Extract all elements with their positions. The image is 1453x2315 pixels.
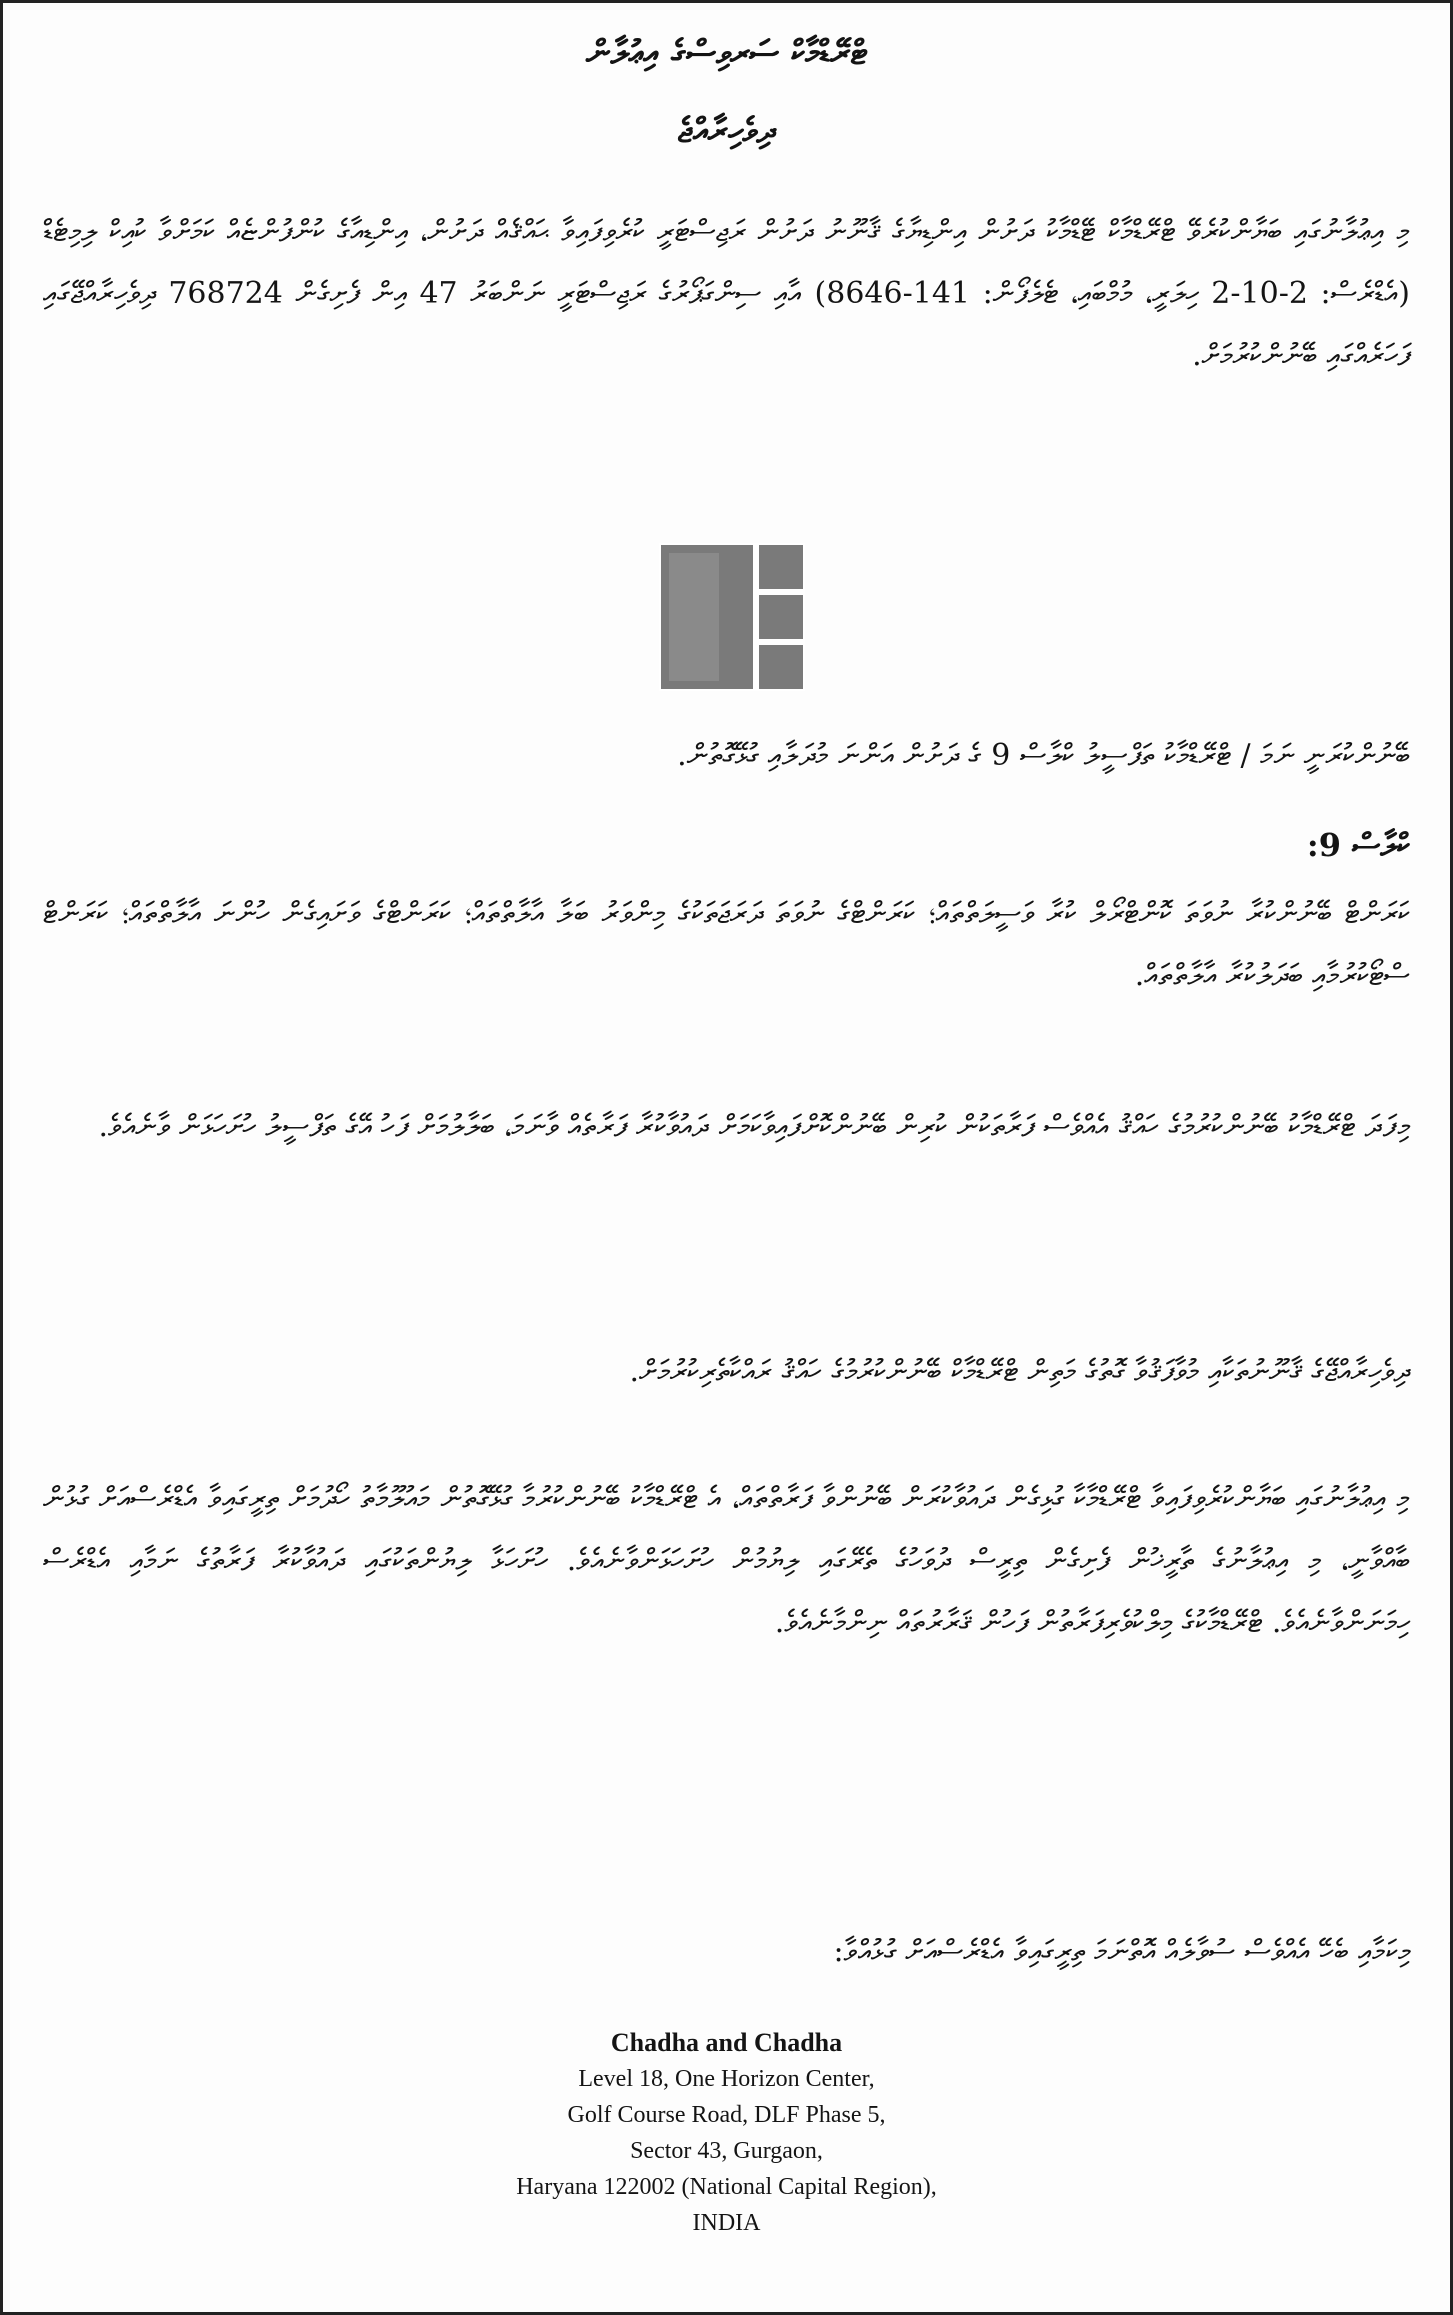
class-caption: ބޭނުންކުރަނީ ނަމަ / ޓްރޭޑްމާކު ތަފްސީލު ކްލާސް 9 ގެ ދަށުން އަންނަ މުދަލާއި ގުޅޭގޮތުން. [677, 738, 1410, 773]
notice-subtitle: ދިވެހިރާއްޖެ [677, 111, 776, 151]
address-country: INDIA [692, 2210, 761, 2236]
agent-firm-name: Chadha and Chadha [610, 2028, 843, 2057]
address-line: Sector 43, Gurgaon, [630, 2138, 823, 2164]
agent-address [3, 2025, 1450, 2241]
instructions-paragraph: މި އިޢުލާނުގައި ބަޔާންކުރެވިފައިވާ ޓްރޭޑްމާކާ ގުޅިގެން ދައުވާކުރަން ބޭނުންވާ ފަރާތްތައް، އެ ޓްރޭޑްމާކު ބޭނުންކުރުމާ ގުޅޭގޮތުން މައުލޫމާތު ހޯދުމަށް ތިރީގައިވާ އެޑްރެސްއަށް ގުޅުން ބާއްވާނީ، މި އިޢުލާނުގެ ތާރީޚުން ފެށިގެން ތިރީސް ދުވަހުގެ ތެރޭގައި ލިޔުމުން ހުށަހަޅަންވާނެއެވެ. ހުށަހަޅާ ލިޔުންތަކުގައި ދައުވާކުރާ ފަރާތުގެ ނަމާއި އެޑްރެސް ހިމަނަންވާނެއެވެ. ޓްރޭޑްމާކުގެ މިލްކުވެރިފަރާތުން ފަހުން ޤަރާރުތައް ނިންމާނެއެވެ. [43, 1481, 1410, 1640]
address-line: Level 18, One Horizon Center, [578, 2066, 875, 2092]
opposition-paragraph: މިފަދަ ޓްރޭޑްމާކު ބޭނުންކުރުމުގެ ހައްޤު އެއްވެސް ފަރާތަކުން ކުރިން ބޭނުންކޮށްފައިވާކަމަށް ދައުވާކުރާ ފަރާތެއް ވާނަމަ، ބަލާލުމަށް ފަހު އޭގެ ތަފްސީލު ހުށަހަޅަން ވާނެއެވެ. [98, 1109, 1410, 1144]
intro-paragraph: މި އިޢުލާނުގައި ބަޔާންކުރެވޭ ޓްރޭޑްމާކް ޓޭޑްމާކު ދަށުން އިންޑިޔާގެ ޤާނޫނު ދަށުން ރަޖިސްޓަރީ ކުރެވިފައިވާ ޙައްޤެއް ދަށުން، އިންޑިއާގެ ކުންފުންޏެއް ކަމަށްވާ ކުއިކް ލިމިޓެޑް (އެޑްރެސް: 2-10-2 ހިލަރީ، މުމްބައި، ޓެލެފޯން: 141-8646) އާއި ސިންގަޕޯރުގެ ރަޖިސްޓަރީ ނަންބަރު 47 އިން ފެށިގެން 768724 ދިވެހިރާއްޖޭގައި ފަހަރެއްގައި ބޭނުންކުރުމަށް. [43, 214, 1410, 373]
goods-description-paragraph: ކަރަންޓް ބޭނުންކުރާ ނުވަތަ ކޮންޓްރޯލް ކުރާ ވަސީލަތްތައް؛ ކަރަންޓްގެ ނުވަތަ ދަރަޖަތަކުގެ މިންވަރު ބަލާ އާލާތްތައް؛ ކަރަންޓްގެ ވަށައިގެން ހުންނަ އާލާތްތައް؛ ކަރަންޓް ސްޓޯކުރުމާއި ބަދަލުކުރާ އާލާތްތައް. [43, 896, 1410, 993]
law-paragraph: ދިވެހިރާއްޖޭގެ ޤާނޫނުތަކާއި މުވާފަޤުވާ ގޮތުގެ މަތިން ޓްރޭޑްމާކް ބޭނުންކުރުމުގެ ހައްޤު ރައްކާތެރިކުރުމަށް. [629, 1354, 1410, 1389]
address-line: Golf Course Road, DLF Phase 5, [567, 2102, 886, 2128]
notice-title: ޓްރޭޑްމާކް ސަރވިސްގެ އިޢުލާން [585, 33, 868, 73]
address-line: Haryana 122002 (National Capital Region), [516, 2174, 937, 2200]
trademark-logo-icon [659, 543, 805, 691]
class-label: ކްލާސް 9: [1306, 826, 1410, 864]
contact-paragraph: މިކަމާއި ބެހޭ އެއްވެސް ސުވާލެއް އޮތްނަމަ ތިރީގައިވާ އެޑްރެސްއަށް ގުޅުއްވާ: [833, 1934, 1410, 1969]
